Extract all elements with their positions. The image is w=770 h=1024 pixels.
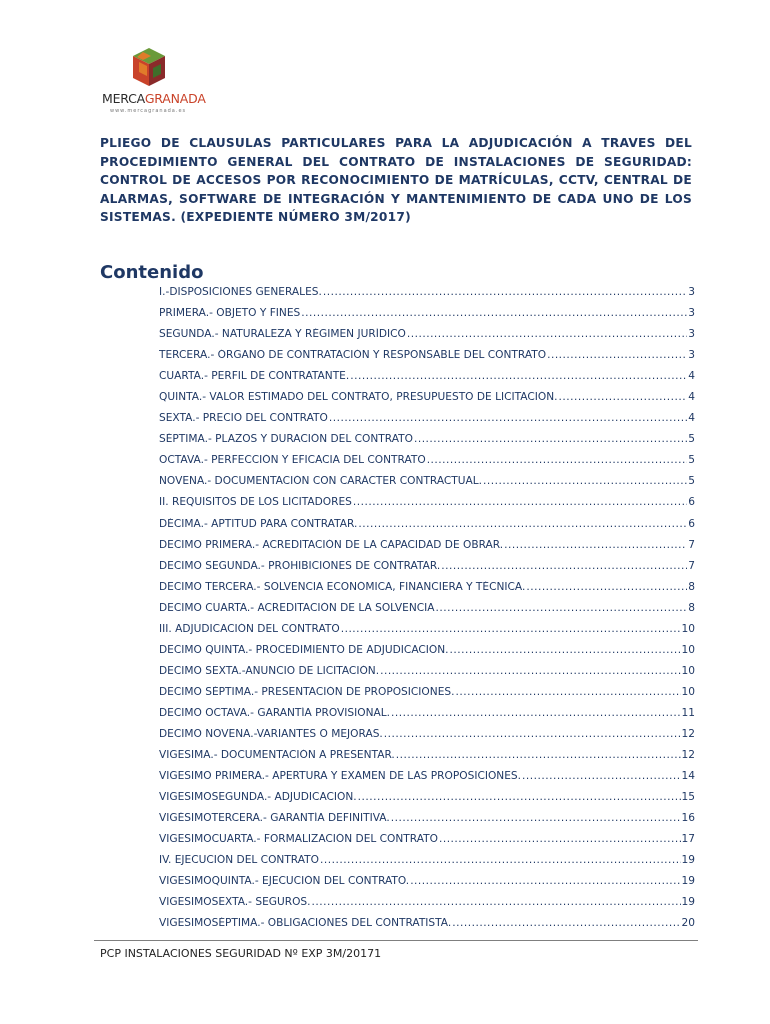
toc-entry-page: 4 xyxy=(688,370,695,383)
toc-dot-leader xyxy=(329,412,687,424)
toc-entry[interactable] xyxy=(159,875,695,896)
document-title: PLIEGO DE CLAUSULAS PARTICULARES PARA LA ADJUDICACIÓN A TRAVES DEL PROCEDIMIENTO GENERAL DEL CONTRATO DE INSTALACIONES DE SEGURIDAD: CONTROL DE ACCESOS POR RECONOCIMIENTO DE MATRÍCULAS, CCTV, CENTRAL DE ALARMAS, SOFTWARE DE INTEGRACIÓN Y MANTENIMIENTO DE CADA UNO DE LOS SISTEMAS. (EXPEDIENTE NÚMERO 3M/2017) xyxy=(100,136,692,224)
mercagranada-logo xyxy=(100,46,210,122)
toc-entry-page: 12 xyxy=(681,749,695,762)
toc-entry-page: 16 xyxy=(681,812,695,825)
toc-entry-page: 5 xyxy=(688,433,695,446)
toc-dot-leader xyxy=(483,475,687,487)
toc-entry-page: 3 xyxy=(688,286,695,298)
toc-entry-page: 10 xyxy=(681,685,695,698)
toc-dot-leader xyxy=(427,454,688,466)
toc-entry-label: SEGUNDA.- NATURALEZA Y RÉGIMEN JURÍDICO xyxy=(159,328,406,341)
toc-dot-leader xyxy=(320,854,681,866)
toc-entry-page: 6 xyxy=(688,517,695,530)
toc-entry-page: 3 xyxy=(688,349,695,362)
toc-entry[interactable] xyxy=(159,349,695,370)
toc-dot-leader xyxy=(391,707,680,719)
toc-entry[interactable] xyxy=(159,686,695,707)
toc-entry[interactable] xyxy=(159,391,695,412)
toc-entry-label: VIGESIMOCUARTA.- FORMALIZACIÓN DEL CONTRATO xyxy=(159,833,438,846)
toc-entry-page: 5 xyxy=(688,475,695,488)
toc-entry[interactable] xyxy=(159,770,695,791)
toc-entry-page: 17 xyxy=(681,833,695,846)
toc-entry-label: DECIMO OCTAVA.- GARANTÍA PROVISIONAL. xyxy=(159,706,391,719)
toc-dot-leader xyxy=(441,560,687,572)
toc-dot-leader xyxy=(312,896,681,908)
toc-entry-page: 11 xyxy=(681,706,695,719)
toc-entry-label: DECIMO NOVENA.-VARIANTES O MEJORAS. xyxy=(159,727,383,740)
toc-dot-leader xyxy=(358,791,681,803)
toc-entry-page: 10 xyxy=(681,622,695,635)
toc-entry[interactable] xyxy=(159,307,695,328)
toc-entry[interactable] xyxy=(159,728,695,749)
toc-entry[interactable] xyxy=(159,412,695,433)
toc-entry-page: 10 xyxy=(681,664,695,677)
toc-entry-page: 19 xyxy=(681,875,695,888)
page-footer: PCP INSTALACIONES SEGURIDAD Nº EXP 3M/20171 xyxy=(100,947,382,960)
toc-dot-leader xyxy=(380,665,680,677)
toc-entry-label: NOVENA.- DOCUMENTACIÓN CON CARÁCTER CONTRACTUAL. xyxy=(159,475,483,488)
toc-dot-leader xyxy=(407,328,687,340)
toc-entry-page: 3 xyxy=(688,328,695,341)
toc-entry[interactable] xyxy=(159,496,695,517)
toc-entry-label: CUARTA.- PERFIL DE CONTRATANTE. xyxy=(159,370,350,383)
toc-entry[interactable] xyxy=(159,917,695,938)
toc-dot-leader xyxy=(358,518,687,530)
toc-entry-label: SEXTA.- PRECIO DEL CONTRATO xyxy=(159,412,328,425)
toc-entry-label: DECIMO SÉPTIMA.- PRESENTACIÓN DE PROPOSICIONES. xyxy=(159,685,455,698)
toc-entry-label: VIGESIMOQUINTA.- EJECUCIÓN DEL CONTRATO. xyxy=(159,875,410,888)
toc-dot-leader xyxy=(353,496,687,508)
toc-entry-label: III. ADJUDICACIÓN DEL CONTRATO xyxy=(159,622,340,635)
toc-entry-label: PRIMERA.- OBJETO Y FINES xyxy=(159,307,301,320)
toc-dot-leader xyxy=(439,833,681,845)
toc-dot-leader xyxy=(450,644,681,656)
toc-dot-leader xyxy=(301,307,687,319)
toc-entry-page: 5 xyxy=(688,454,695,467)
toc-dot-leader xyxy=(410,875,680,887)
toc-entry-page: 19 xyxy=(681,854,695,867)
logo-tagline: www.mercagranada.es xyxy=(110,108,187,114)
toc-entry[interactable] xyxy=(159,539,695,560)
toc-entry[interactable] xyxy=(159,581,695,602)
toc-entry-label: VIGESIMOSEGUNDA.- ADJUDICACIÓN. xyxy=(159,791,357,804)
toc-entry-label: DECIMO QUINTA.- PROCEDIMIENTO DE ADJUDICACIÓN. xyxy=(159,643,449,656)
toc-entry-label: OCTAVA.- PERFECCIÓN Y EFICACIA DEL CONTRATO xyxy=(159,454,426,467)
toc-entry-label: QUINTA.- VALOR ESTIMADO DEL CONTRATO, PRESUPUESTO DE LICITACIÓN. xyxy=(159,391,558,404)
toc-dot-leader xyxy=(504,539,687,551)
toc-entry-page: 6 xyxy=(688,496,695,509)
toc-entry-label: SÉPTIMA.- PLAZOS Y DURACIÓN DEL CONTRATO xyxy=(159,433,413,446)
toc-entry-page: 12 xyxy=(681,727,695,740)
toc-entry-page: 8 xyxy=(688,601,695,614)
toc-dot-leader xyxy=(455,686,680,698)
toc-entry[interactable] xyxy=(159,854,695,875)
toc-entry-page: 19 xyxy=(681,896,695,909)
toc-entry-label: DECIMO TERCERA.- SOLVENCIA ECONÓMICA, FINANCIERA Y TÉCNICA. xyxy=(159,580,526,593)
toc-entry[interactable] xyxy=(159,433,695,454)
toc-entry-page: 3 xyxy=(688,307,695,320)
toc-entry-label: DECIMO CUARTA.- ACREDITACIÓN DE LA SOLVENCIA xyxy=(159,601,435,614)
toc-heading: Contenido xyxy=(100,262,204,283)
toc-dot-leader xyxy=(547,349,687,361)
toc-entry[interactable] xyxy=(159,665,695,686)
toc-entry-page: 10 xyxy=(681,643,695,656)
toc-entry-label: DÉCIMA.- APTITUD PARA CONTRATAR. xyxy=(159,517,358,530)
toc-dot-leader xyxy=(436,602,688,614)
toc-entry-label: II. REQUISITOS DE LOS LICITADORES xyxy=(159,496,352,509)
toc-dot-leader xyxy=(559,391,688,403)
toc-entry[interactable] xyxy=(159,812,695,833)
toc-entry[interactable] xyxy=(159,518,695,539)
toc-entry-label: TERCERA.- ÓRGANO DE CONTRATACIÓN Y RESPONSABLE DEL CONTRATO xyxy=(159,349,547,362)
toc-entry[interactable] xyxy=(159,286,695,307)
logo-wordmark: MERCAGRANADA xyxy=(102,91,206,106)
toc-entry-page: 4 xyxy=(688,412,695,425)
toc-entry[interactable] xyxy=(159,749,695,770)
toc-entry-page: 7 xyxy=(688,559,695,572)
toc-entry[interactable] xyxy=(159,644,695,665)
toc-entry[interactable] xyxy=(159,475,695,496)
toc-entry[interactable] xyxy=(159,454,695,475)
toc-entry-label: VIGÉSIMOTERCERA.- GARANTÍA DEFINITIVA. xyxy=(159,812,390,825)
toc-entry-label: DECIMO SEGUNDA.- PROHIBICIONES DE CONTRATAR. xyxy=(159,559,441,572)
table-of-contents xyxy=(159,286,695,938)
toc-dot-leader xyxy=(522,770,681,782)
toc-entry[interactable] xyxy=(159,328,695,349)
toc-entry-page: 20 xyxy=(681,917,695,930)
toc-entry[interactable] xyxy=(159,370,695,391)
toc-entry-label: VIGESIMOSEXTA.- SEGUROS. xyxy=(159,896,311,909)
toc-entry-page: 8 xyxy=(688,580,695,593)
toc-entry[interactable] xyxy=(159,896,695,917)
toc-entry-page: 4 xyxy=(688,391,695,404)
toc-dot-leader xyxy=(414,433,687,445)
toc-entry-label: DECIMO SEXTA.-ANUNCIO DE LICITACIÓN. xyxy=(159,664,380,677)
toc-entry[interactable] xyxy=(159,707,695,728)
toc-dot-leader xyxy=(396,749,681,761)
toc-entry[interactable] xyxy=(159,833,695,854)
toc-entry-page: 7 xyxy=(688,538,695,551)
toc-dot-leader xyxy=(526,581,687,593)
toc-entry-label: VIGESIMOSÉPTIMA.- OBLIGACIONES DEL CONTRATISTA. xyxy=(159,917,452,930)
toc-entry-label: DECIMO PRIMERA.- ACREDITACIÓN DE LA CAPACIDAD DE OBRAR. xyxy=(159,538,504,551)
toc-entry-page: 14 xyxy=(681,770,695,783)
toc-entry-page: 15 xyxy=(681,791,695,804)
toc-entry-label: I.-DISPOSICIONES GENERALES. xyxy=(159,286,322,298)
toc-entry-label: VIGESIMA.- DOCUMENTACIÓN A PRESENTAR. xyxy=(159,749,395,762)
toc-dot-leader xyxy=(384,728,681,740)
toc-dot-leader xyxy=(391,812,681,824)
toc-entry-label: VIGESIMO PRIMERA.- APERTURA Y EXAMEN DE LAS PROPOSICIONES. xyxy=(159,770,522,783)
toc-entry[interactable] xyxy=(159,560,695,581)
toc-dot-leader xyxy=(452,917,680,929)
toc-entry[interactable] xyxy=(159,602,695,623)
footer-divider xyxy=(94,940,698,941)
toc-entry[interactable] xyxy=(159,623,695,644)
toc-dot-leader xyxy=(350,370,687,382)
toc-entry-label: IV. EJECUCIÓN DEL CONTRATO xyxy=(159,854,319,867)
toc-dot-leader xyxy=(323,286,687,298)
toc-dot-leader xyxy=(341,623,681,635)
toc-entry[interactable] xyxy=(159,791,695,812)
logo-cube-icon xyxy=(131,46,167,92)
